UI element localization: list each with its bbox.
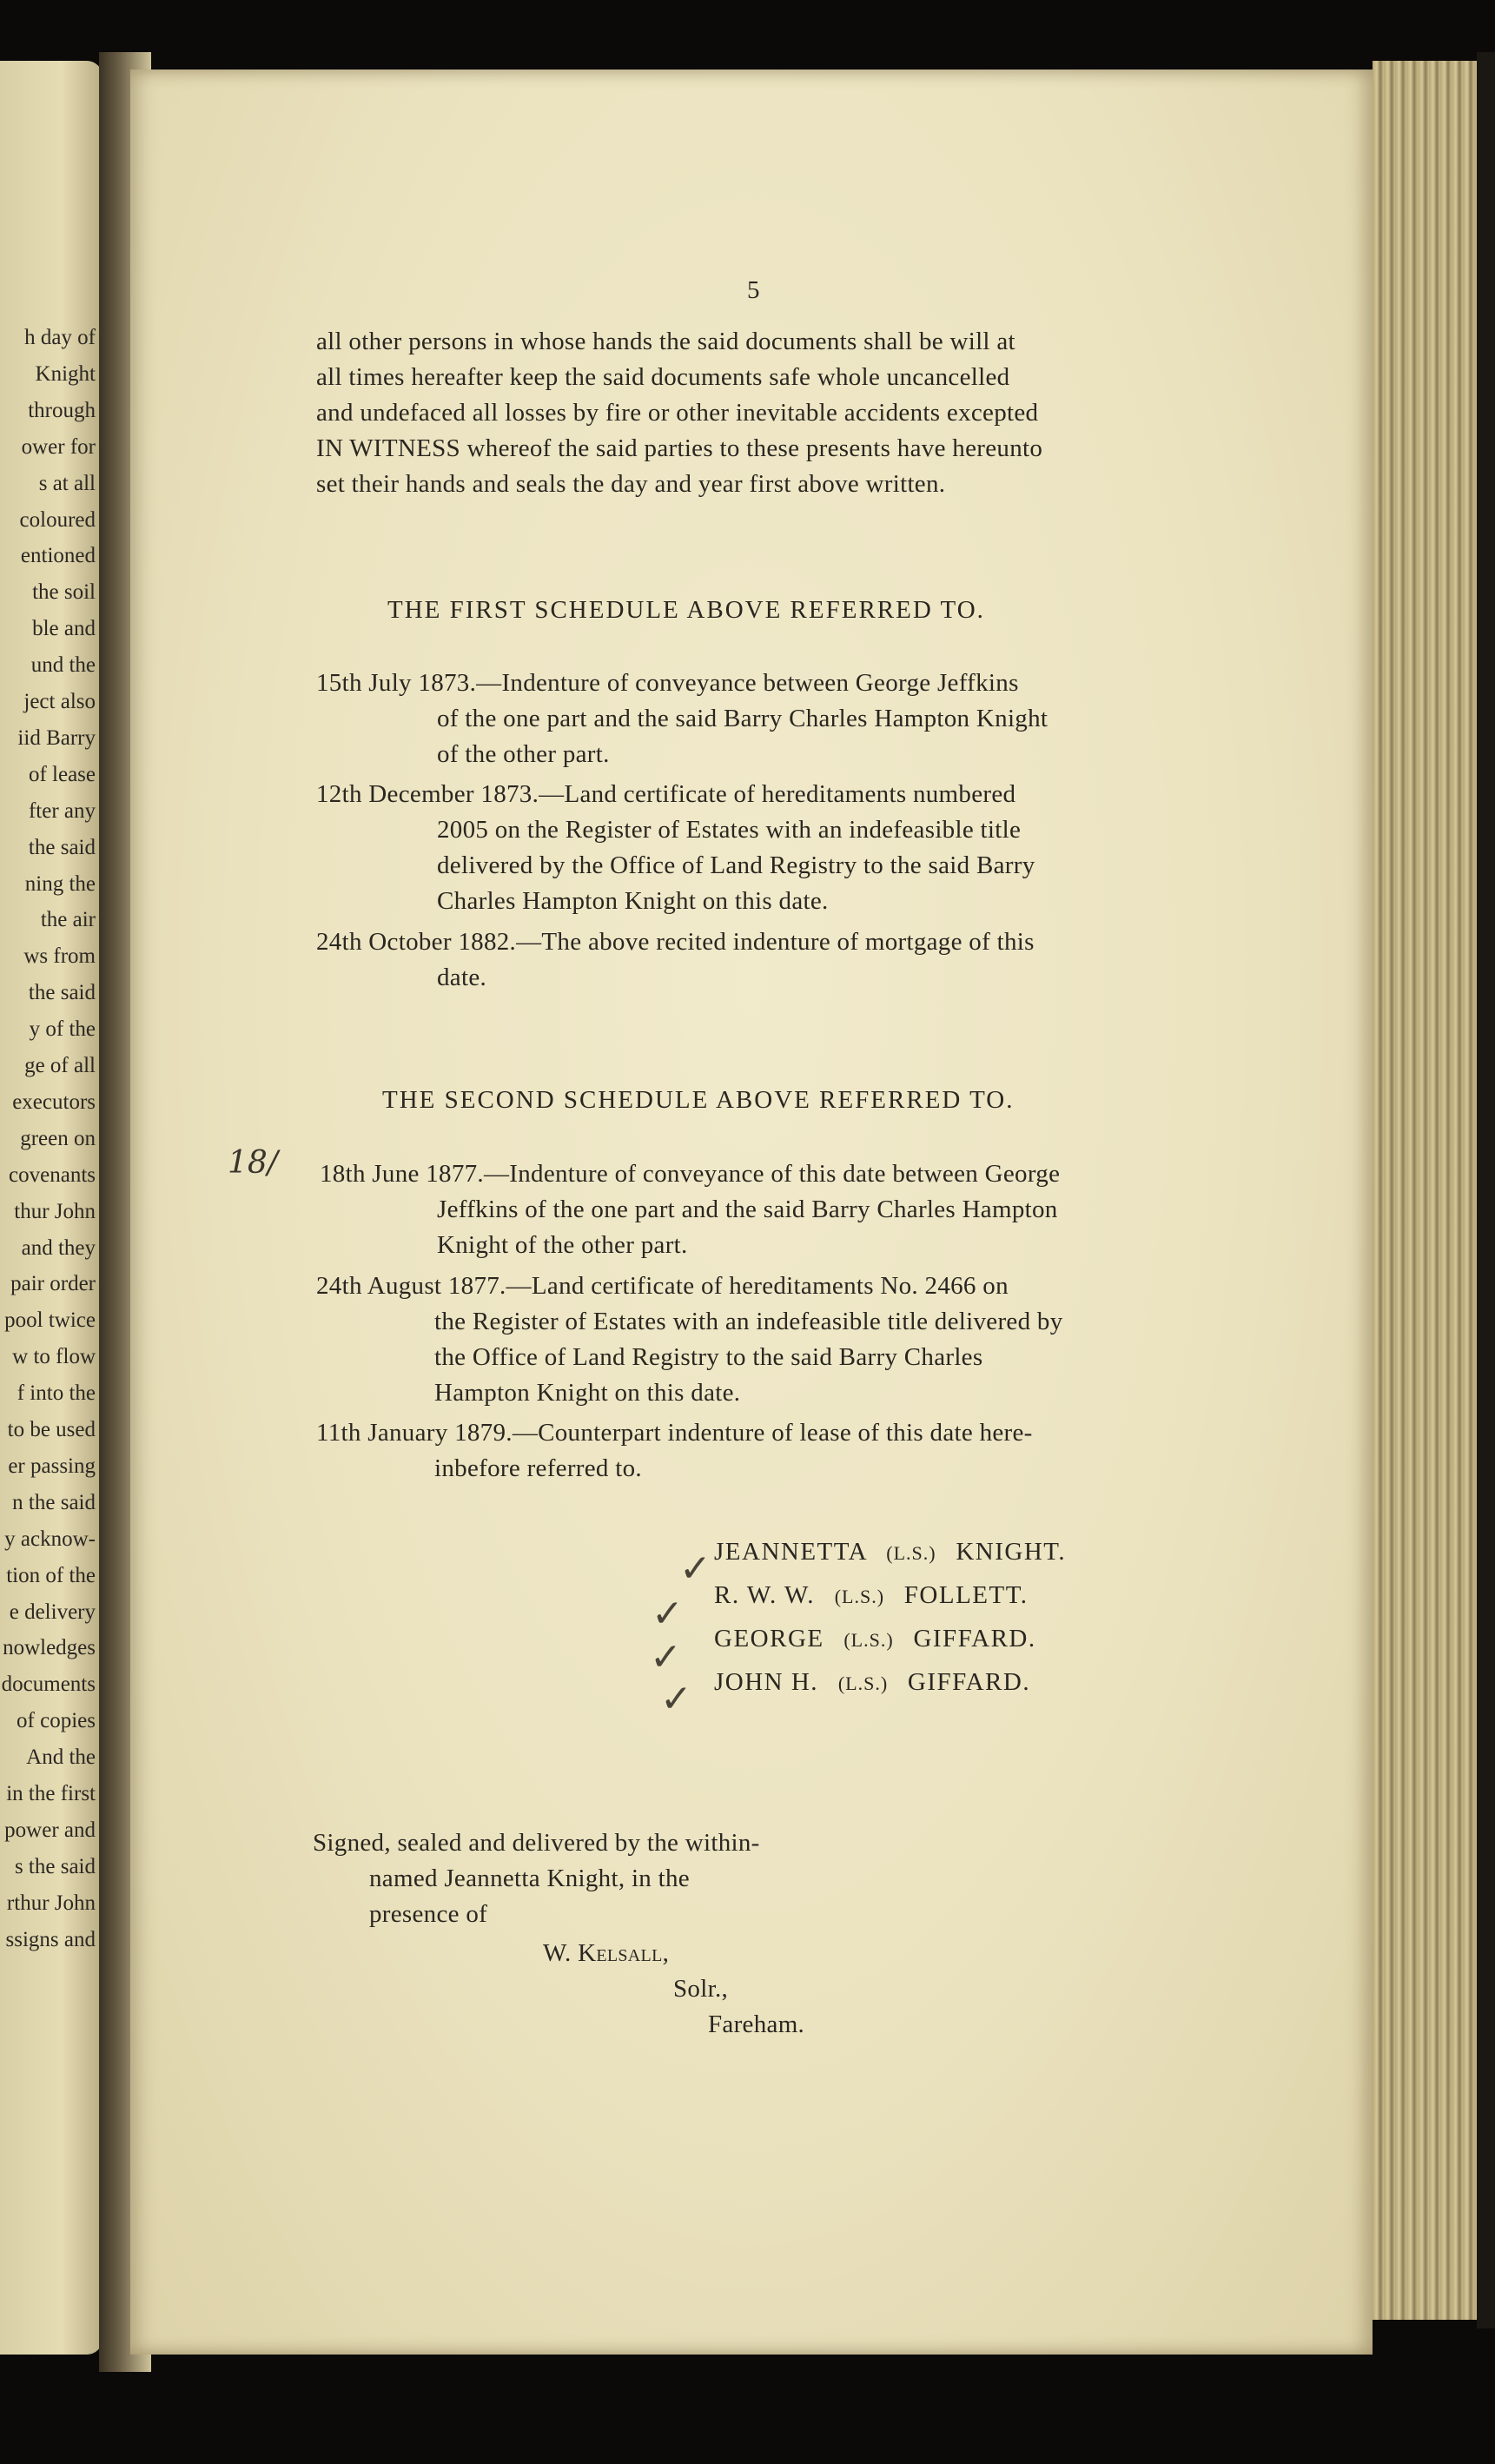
schedule-entry-line: date. <box>437 964 487 991</box>
attestation-line: Signed, sealed and delivered by the within- <box>313 1829 760 1857</box>
left-page-line: iid Barry <box>17 725 96 750</box>
left-page-line: ws from <box>23 944 96 969</box>
left-page-line: And the <box>26 1745 96 1770</box>
signatory-line <box>714 1625 1036 1653</box>
signatory-last-name: FOLLETT. <box>903 1581 1029 1609</box>
signatory-first-name: JEANNETTA <box>714 1538 867 1566</box>
schedule-entry-line: Jeffkins of the one part and the said Barry Charles Hampton <box>437 1196 1058 1223</box>
left-page-line: y acknow- <box>4 1527 96 1551</box>
schedule-entry-line: delivered by the Office of Land Registry to the said Barry <box>437 851 1035 879</box>
left-page-line: ssigns and <box>5 1927 96 1951</box>
signatory-line <box>714 1581 1029 1610</box>
first-schedule-heading: THE FIRST SCHEDULE ABOVE REFERRED TO. <box>387 596 985 624</box>
seal-mark: (L.S.) <box>886 1542 936 1564</box>
schedule-entry-line: Knight of the other part. <box>437 1231 688 1259</box>
schedule-entry-line: 11th January 1879.—Counterpart indenture of lease of this date here- <box>316 1419 1033 1447</box>
left-page-line: fter any <box>28 798 96 823</box>
left-page-line: nowledges <box>3 1636 96 1660</box>
left-page-line: through <box>28 398 96 422</box>
left-page-line: the soil <box>32 580 96 605</box>
left-page-line: the said <box>28 835 96 859</box>
left-page-line: and they <box>21 1235 96 1260</box>
left-page-line: the air <box>40 908 96 932</box>
signatory-line <box>714 1538 1066 1566</box>
schedule-entry-line: the Register of Estates with an indefeasible title delivered by <box>434 1308 1063 1335</box>
left-page-line: s the said <box>14 1854 96 1878</box>
page-number: 5 <box>747 276 760 304</box>
schedule-entry-line: 24th October 1882.—The above recited indenture of mortgage of this <box>316 928 1035 956</box>
schedule-entry-line: 18th June 1877.—Indenture of conveyance of this date between George <box>320 1160 1061 1188</box>
second-schedule-heading: THE SECOND SCHEDULE ABOVE REFERRED TO. <box>382 1086 1015 1114</box>
paragraph-line: set their hands and seals the day and year first above written. <box>316 470 946 498</box>
schedule-entry-line: 2005 on the Register of Estates with an indefeasible title <box>437 816 1022 844</box>
seal-mark: (L.S.) <box>834 1586 885 1607</box>
left-page-line: power and <box>4 1818 96 1842</box>
left-page-line: h day of <box>24 326 96 349</box>
schedule-entry-line: 24th August 1877.—Land certificate of hereditaments No. 2466 on <box>316 1272 1009 1300</box>
left-page-line: tion of the <box>6 1563 96 1587</box>
seal-mark: (L.S.) <box>837 1672 889 1694</box>
paragraph-line: and undefaced all losses by fire or other inevitable accidents excepted <box>316 399 1039 427</box>
left-page-line: Knight <box>35 361 96 386</box>
left-page-line: w to flow <box>12 1345 96 1369</box>
left-page-line: s at all <box>38 471 96 495</box>
signatory-first-name: GEORGE <box>714 1625 824 1653</box>
left-page-line: y of the <box>29 1017 96 1042</box>
paragraph-line: all times hereafter keep the said documents safe whole uncancelled <box>316 363 1010 391</box>
left-page-line: ower for <box>21 434 96 459</box>
signatory-last-name: GIFFARD. <box>913 1625 1036 1653</box>
schedule-entry-line: of the one part and the said Barry Charles Hampton Knight <box>437 705 1048 732</box>
left-page-line: thur John <box>14 1199 96 1223</box>
left-page-line: n the said <box>12 1490 96 1514</box>
left-page-line: e delivery <box>9 1600 96 1624</box>
left-page-line: to be used <box>7 1418 96 1441</box>
left-page-line: the said <box>28 981 96 1005</box>
signatory-line <box>714 1668 1030 1697</box>
edge-shadow <box>1477 52 1495 2328</box>
left-page-line: und the <box>30 653 96 678</box>
left-page-line: coloured <box>19 507 96 532</box>
left-page-line: ble and <box>32 617 96 641</box>
signatory-first-name: R. W. W. <box>714 1581 815 1609</box>
handwritten-tick-icon: ✓ <box>652 1592 684 1636</box>
left-page-line: green on <box>20 1126 96 1150</box>
previous-page-fragment <box>0 61 103 2355</box>
signatory-first-name: JOHN H. <box>714 1668 819 1696</box>
handwritten-tick-icon: ✓ <box>679 1547 711 1591</box>
left-page-line: ge of all <box>24 1054 96 1077</box>
schedule-entry-line: 12th December 1873.—Land certificate of hereditaments numbered <box>316 780 1016 808</box>
seal-mark: (L.S.) <box>843 1629 894 1651</box>
witness-place: Fareham. <box>708 2010 805 2038</box>
left-page-line: of lease <box>28 762 96 786</box>
paragraph-line: IN WITNESS whereof the said parties to these presents have hereunto <box>316 434 1043 462</box>
schedule-entry-line: inbefore referred to. <box>434 1454 642 1482</box>
signatory-last-name: GIFFARD. <box>907 1668 1031 1696</box>
witness-name: W. Kelsall, <box>543 1939 670 1967</box>
paragraph-line: all other persons in whose hands the said documents shall be will at <box>316 328 1015 355</box>
left-page-line: ject also <box>23 690 96 713</box>
schedule-entry-line: the Office of Land Registry to the said Barry Charles <box>434 1343 983 1371</box>
left-page-line: f into the <box>17 1381 96 1406</box>
signatory-last-name: KNIGHT. <box>956 1538 1067 1566</box>
document-page <box>130 70 1373 2355</box>
left-page-line: rthur John <box>6 1891 96 1915</box>
witness-title: Solr., <box>673 1975 729 2003</box>
attestation-line: presence of <box>369 1900 488 1928</box>
left-page-line: covenants <box>9 1162 96 1187</box>
schedule-entry-line: 15th July 1873.—Indenture of conveyance between George Jeffkins <box>316 669 1019 697</box>
left-page-line: entioned <box>20 544 96 568</box>
schedule-entry-line: of the other part. <box>437 740 610 768</box>
handwritten-margin-note: 18/ <box>228 1145 278 1181</box>
schedule-entry-line: Hampton Knight on this date. <box>434 1379 741 1407</box>
left-page-line: documents <box>1 1672 96 1697</box>
left-page-line: pair order <box>10 1272 96 1296</box>
left-page-line: in the first <box>6 1782 96 1805</box>
left-page-line: pool twice <box>4 1308 96 1333</box>
left-page-line: ning the <box>24 871 96 896</box>
schedule-entry-line: Charles Hampton Knight on this date. <box>437 887 829 915</box>
handwritten-tick-icon: ✓ <box>650 1635 682 1679</box>
left-page-line: of copies <box>17 1709 96 1733</box>
handwritten-tick-icon: ✓ <box>660 1677 692 1721</box>
left-page-line: er passing <box>8 1454 96 1478</box>
left-page-line: executors <box>12 1090 96 1114</box>
attestation-line: named Jeannetta Knight, in the <box>369 1865 690 1892</box>
